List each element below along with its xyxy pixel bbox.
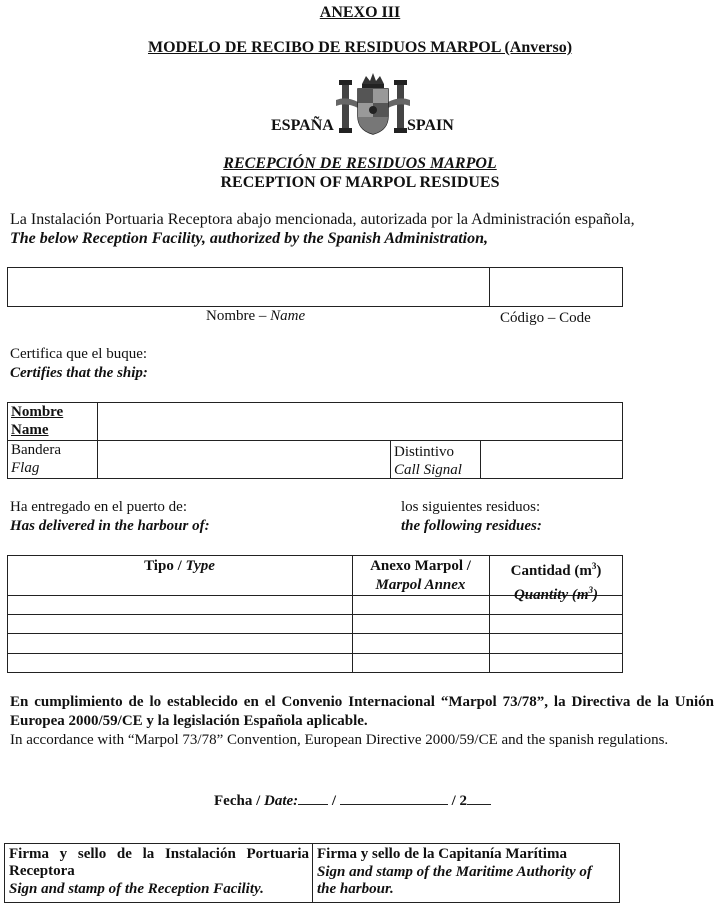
facility-code-label: Código – Code — [500, 310, 591, 326]
date-day-field[interactable] — [298, 789, 328, 805]
facility-name-label: Nombre – Name — [206, 308, 306, 324]
residues-annex-header: Anexo Marpol / Marpol Annex — [370, 558, 471, 593]
certifies-text-es: Certifica que el buque: — [10, 346, 148, 362]
following-residues-es: los siguientes residuos: — [401, 499, 541, 515]
residues-quantity-header: Cantidad $(m^3)$ Quantity $(m^3)$ — [510, 561, 602, 603]
call-signal-label-es: Distintivo — [394, 444, 455, 460]
residues-table-rows[interactable] — [8, 596, 622, 672]
ship-table-row-divider — [7, 440, 623, 441]
ship-table-divider — [390, 440, 391, 479]
ship-table-divider — [480, 440, 481, 479]
annex-title: ANEXO III — [319, 4, 401, 21]
facility-signature-label-en: Sign and stamp of the Reception Facility. — [9, 881, 264, 897]
maritime-signature-label-en: Sign and stamp of the Maritime Authority of the harbour. — [317, 864, 592, 897]
compliance-text-es: En cumplimiento de lo establecido en el Convenio Internacional “Marpol 73/78”, la Directiva de la Unión Europea 2000/59/CE y la legislación Española aplicable. — [10, 694, 714, 729]
signature-box-divider — [312, 843, 313, 903]
delivered-harbour-es: Ha entregado en el puerto de: — [10, 499, 188, 515]
compliance-text-en: In accordance with “Marpol 73/78” Convention, European Directive 2000/59/CE and the spanish regulations. — [10, 732, 669, 748]
facility-code-field[interactable] — [492, 269, 621, 305]
date-separator: / — [331, 793, 337, 809]
date-year-prefix: / 2 — [451, 793, 467, 809]
date-year-field[interactable] — [467, 789, 491, 805]
facility-name-field[interactable] — [7, 269, 487, 305]
spain-coat-of-arms-emblem — [336, 70, 410, 136]
ship-flag-label-en: Flag — [11, 460, 40, 476]
following-residues-en: the following residues: — [401, 518, 542, 534]
delivered-harbour-en: Has delivered in the harbour of: — [10, 518, 210, 534]
intro-text-es: La Instalación Portuaria Receptora abajo mencionada, autorizada por la Administración española, — [10, 211, 635, 228]
ship-name-label-es: Nombre — [11, 404, 64, 420]
ship-name-label-en: Name — [11, 422, 49, 438]
country-label-en: SPAIN — [407, 117, 454, 134]
date-label: Fecha / Date: — [214, 793, 299, 809]
model-title: MODELO DE RECIBO DE RESIDUOS MARPOL (Anverso) — [147, 39, 573, 56]
country-label-es: ESPAÑA — [271, 117, 334, 134]
certifies-text-en: Certifies that the ship: — [10, 365, 148, 381]
ship-name-field[interactable] — [99, 404, 621, 438]
call-signal-label-en: Call Signal — [394, 462, 462, 478]
call-signal-field[interactable] — [482, 442, 621, 477]
maritime-signature-label-es: Firma y sello de la Capitanía Marítima — [317, 846, 567, 862]
ship-flag-field[interactable] — [99, 442, 388, 477]
facility-box-divider — [489, 267, 490, 307]
ship-flag-label-es: Bandera — [11, 442, 61, 458]
date-row — [214, 789, 491, 810]
reception-title-es: RECEPCIÓN DE RESIDUOS MARPOL — [223, 155, 497, 172]
reception-title-en: RECEPTION OF MARPOL RESIDUES — [220, 174, 500, 191]
residues-type-header: Tipo / Type — [144, 558, 215, 574]
intro-text-en: The below Reception Facility, authorized by the Spanish Administration, — [10, 230, 488, 247]
date-month-field[interactable] — [340, 789, 448, 805]
facility-signature-label-es: Firma y sello de la Instalación Portuaria Receptora — [9, 846, 309, 879]
